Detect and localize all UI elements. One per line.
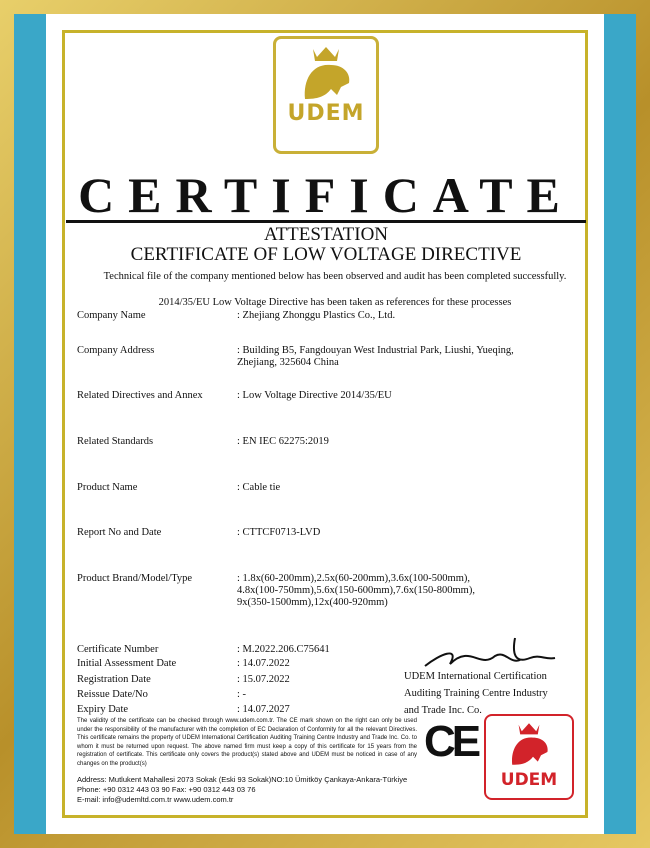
certificate-subtitle: CERTIFICATE OF LOW VOLTAGE DIRECTIVE <box>130 244 522 265</box>
field-value: : Zhejiang Zhonggu Plastics Co., Ltd. <box>237 310 396 321</box>
field-label: Related Directives and Annex <box>77 390 203 401</box>
disclaimer-text: The validity of the certificate can be checked through www.udem.com.tr. The CE mark shown on the right can only be used under the responsibility of the manufacturer with the completion of EC Declaration of Conformity for all the relevant Directives. This certificate remains the property of UDEM International Certification Auditing Training Centre Industry and Trade Inc. Co. to whom it must be returned upon request. The above named firm must keep a copy of this certificate for 15 years from the registration of certificate. This certificate only covers the product(s) stated above and UDEM must be noticed in case of any changes on the product(s) <box>77 718 417 767</box>
contact-phone: Phone: +90 0312 443 03 90 Fax: +90 0312 443 03 76 <box>77 785 256 794</box>
field-label: Product Name <box>77 482 138 493</box>
field-value: : Cable tie <box>237 482 281 493</box>
udem-logo <box>273 36 379 154</box>
date-label: Registration Date <box>77 674 151 685</box>
date-value: : M.2022.206.C75641 <box>237 644 330 655</box>
issuer-name <box>404 668 548 719</box>
contact-address: Address: Mutlukent Mahallesi 2073 Sokak (Eski 93 Sokak)NO:10 Ümitköy Çankaya-Ankara-Türkiye <box>77 775 408 784</box>
ce-mark: CE <box>424 717 478 766</box>
contact-email: E-mail: info@udemltd.com.tr www.udem.com.tr <box>77 795 234 804</box>
field-label: Company Address <box>77 345 155 356</box>
issuer-line: Auditing Training Centre Industry <box>404 688 548 699</box>
intro-reference: 2014/35/EU Low Voltage Directive has been taken as references for these processes <box>158 297 512 308</box>
crowned-lion-icon <box>501 719 557 769</box>
date-value: : 14.07.2027 <box>237 704 290 715</box>
date-value: : 15.07.2022 <box>237 674 290 685</box>
field-label: Report No and Date <box>77 527 162 538</box>
intro-text: Technical file of the company mentioned below has been observed and audit has been completed successfully. <box>103 271 567 282</box>
date-label: Expiry Date <box>77 704 129 715</box>
page-title: CERTIFICATE <box>78 167 574 223</box>
field-value: : EN IEC 62275:2019 <box>237 436 329 447</box>
contact-info <box>77 775 407 805</box>
field-value: : CTTCF0713-LVD <box>237 527 321 538</box>
issuer-line: and Trade Inc. Co. <box>404 705 482 716</box>
issuer-line: UDEM International Certification <box>404 671 547 682</box>
date-label: Initial Assessment Date <box>77 658 177 669</box>
crowned-lion-icon <box>291 43 361 103</box>
logo-brand: UDEM <box>500 770 558 790</box>
field-label: Product Brand/Model/Type <box>77 573 193 584</box>
date-value: : 14.07.2022 <box>237 658 290 669</box>
field-value: : Low Voltage Directive 2014/35/EU <box>237 390 392 401</box>
field-label: Company Name <box>77 310 146 321</box>
field-label: Related Standards <box>77 436 154 447</box>
field-value: : 1.8x(60-200mm),2.5x(60-200mm),3.6x(100-500mm), 4.8x(100-750mm),5.6x(150-600mm),7.6x(150-800mm), 9x(350-1500mm),12x(400-920mm) <box>237 573 475 608</box>
title-divider <box>66 220 586 223</box>
field-value: : Building B5, Fangdouyan West Industrial Park, Liushi, Yueqing, Zhejiang, 325604 China <box>237 345 514 368</box>
date-value: : - <box>237 689 247 700</box>
attestation-heading: ATTESTATION <box>263 224 389 245</box>
udem-logo-red <box>484 714 574 800</box>
date-label: Certificate Number <box>77 644 159 655</box>
logo-brand: UDEM <box>287 101 365 126</box>
date-label: Reissue Date/No <box>77 689 148 700</box>
